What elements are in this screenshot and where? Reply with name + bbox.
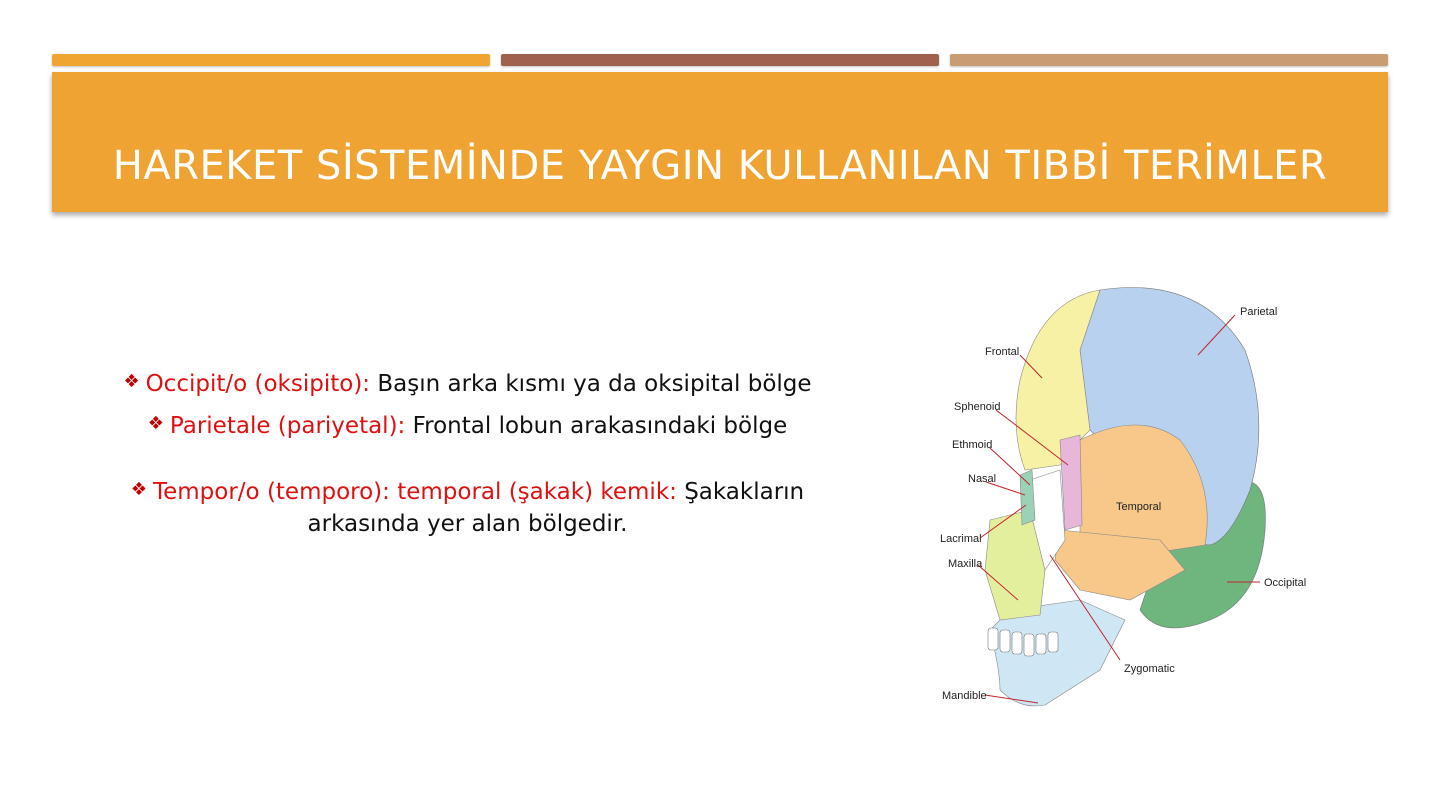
- label-parietal: Parietal: [1240, 306, 1278, 318]
- bullet-list: [110, 366, 825, 540]
- label-mandible: Mandible: [942, 690, 987, 702]
- accent-bar-3: [950, 54, 1388, 66]
- title-band: [52, 72, 1388, 212]
- diamond-bullet-icon: ❖: [123, 371, 140, 392]
- label-ethmoid: Ethmoid: [952, 439, 993, 451]
- bullet-definition: Şakakların arkasında yer alan bölgedir.: [307, 479, 805, 537]
- label-occipital: Occipital: [1264, 577, 1307, 589]
- bullet-definition: Frontal lobun arakasındaki bölge: [405, 413, 788, 439]
- label-temporal: Temporal: [1116, 501, 1162, 513]
- label-zygomatic: Zygomatic: [1124, 663, 1175, 675]
- label-frontal: Frontal: [985, 346, 1020, 358]
- bullet-term: Tempor/o (temporo): temporal (şakak) kemik:: [152, 479, 677, 505]
- label-sphenoid: Sphenoid: [954, 401, 1001, 413]
- bullet-term: Parietale (pariyetal):: [169, 413, 406, 439]
- label-nasal: Nasal: [968, 473, 997, 485]
- skull-diagram: [930, 270, 1320, 760]
- bullet-definition: Başın arka kısmı ya da oksipital bölge: [370, 371, 812, 397]
- accent-bar-1: [52, 54, 490, 66]
- slide-title: HAREKET SİSTEMİNDE YAYGIN KULLANILAN TIBBİ TERİMLER: [112, 143, 1328, 189]
- diamond-bullet-icon: ❖: [130, 479, 147, 500]
- bullet-item: [110, 408, 825, 442]
- diamond-bullet-icon: ❖: [147, 413, 164, 434]
- label-lacrimal: Lacrimal: [940, 533, 982, 545]
- accent-bar-2: [501, 54, 939, 66]
- bullet-item: [110, 474, 825, 540]
- label-maxilla: Maxilla: [948, 558, 983, 570]
- bullet-term: Occipit/o (oksipito):: [145, 371, 371, 397]
- bullet-item: [110, 366, 825, 400]
